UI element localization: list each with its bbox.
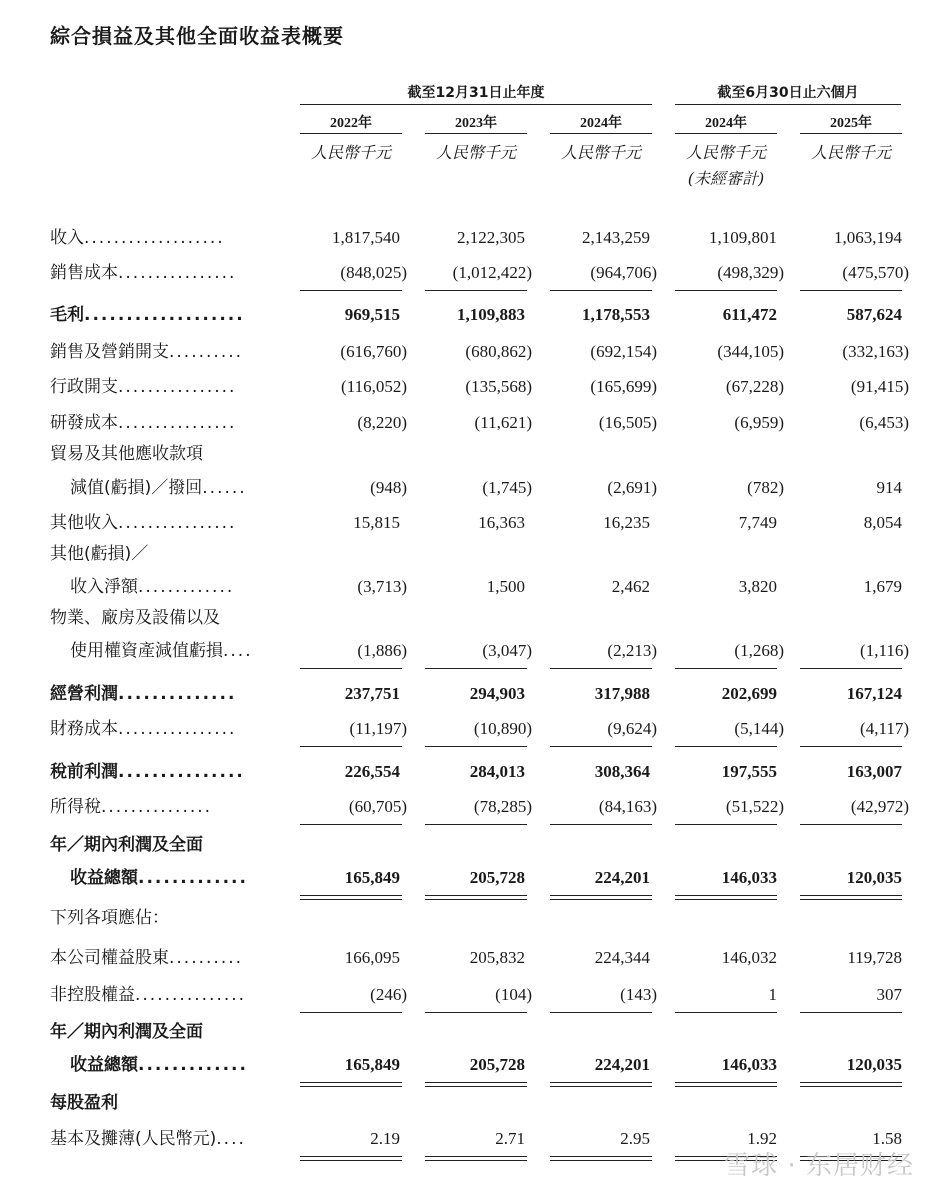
row-label-text: 非控股權益 xyxy=(50,985,135,1005)
table-cell: (3,047) xyxy=(482,641,532,660)
table-cell: 224,201 xyxy=(594,1055,650,1074)
total-double-rule xyxy=(300,895,402,900)
table-row xyxy=(0,258,944,288)
row-label-text: 年／期內利潤及全面 xyxy=(50,1022,203,1042)
total-double-rule xyxy=(425,1082,527,1087)
row-label-text: 經營利潤 xyxy=(50,684,118,704)
table-cell: 2,122,305 xyxy=(457,228,525,247)
table-row xyxy=(0,1088,944,1118)
table-cell: 167,124 xyxy=(846,684,902,703)
table-row xyxy=(0,830,944,860)
total-double-rule xyxy=(675,895,777,900)
table-cell: 7,749 xyxy=(738,513,777,532)
table-cell: (78,285) xyxy=(473,797,532,816)
table-cell: 2.71 xyxy=(495,1129,525,1148)
row-label xyxy=(50,943,275,973)
row-label xyxy=(50,792,275,822)
table-row xyxy=(0,408,944,438)
column-unit-4: 人民幣千元 xyxy=(810,143,891,162)
row-label-text: 使用權資產減值虧損 xyxy=(70,641,223,661)
table-cell: (91,415) xyxy=(850,377,909,396)
table-cell: 205,832 xyxy=(469,948,525,967)
table-row xyxy=(0,1017,944,1047)
table-cell: (135,568) xyxy=(465,377,532,396)
table-row xyxy=(0,223,944,253)
table-cell: 165,849 xyxy=(344,1055,400,1074)
row-leader-dots: ................... xyxy=(84,228,225,248)
page-title: 綜合損益及其他全面收益表概要 xyxy=(50,24,344,48)
table-row xyxy=(0,572,944,602)
table-cell: (498,329) xyxy=(717,263,784,282)
table-row xyxy=(0,943,944,973)
row-leader-dots: ................ xyxy=(118,513,237,533)
table-cell: (332,163) xyxy=(842,342,909,361)
total-double-rule xyxy=(550,895,652,900)
table-cell: (60,705) xyxy=(348,797,407,816)
table-cell: 1 xyxy=(768,985,777,1004)
table-cell: 226,554 xyxy=(344,762,400,781)
subtotal-rule xyxy=(675,824,777,825)
table-row xyxy=(0,1050,944,1080)
subtotal-rule xyxy=(800,668,902,669)
column-year-4: 2025年 xyxy=(830,116,872,131)
table-cell: (42,972) xyxy=(850,797,909,816)
row-label-text: 財務成本 xyxy=(50,719,118,739)
table-cell: (165,699) xyxy=(590,377,657,396)
column-year-0: 2022年 xyxy=(330,116,372,131)
table-cell: (1,886) xyxy=(357,641,407,660)
row-leader-dots: .......... xyxy=(169,948,244,968)
table-cell: 16,363 xyxy=(478,513,525,532)
row-leader-dots: .............. xyxy=(118,684,237,704)
row-label xyxy=(50,408,275,438)
table-row xyxy=(0,863,944,893)
row-leader-dots: .... xyxy=(216,1129,246,1149)
table-cell: 224,344 xyxy=(594,948,650,967)
row-label-text: 本公司權益股東 xyxy=(50,948,169,968)
table-cell: (692,154) xyxy=(590,342,657,361)
row-label-text: 年／期內利潤及全面 xyxy=(50,835,203,855)
table-cell: 1,679 xyxy=(863,577,902,596)
table-cell: 120,035 xyxy=(846,868,902,887)
table-cell: (848,025) xyxy=(340,263,407,282)
subtotal-rule xyxy=(550,746,652,747)
row-label xyxy=(50,300,275,330)
table-cell: (1,268) xyxy=(734,641,784,660)
total-double-rule xyxy=(675,1082,777,1087)
row-label xyxy=(70,636,275,666)
table-cell: 119,728 xyxy=(847,948,902,967)
watermark: 雪球 · 东居财经 xyxy=(724,1151,914,1181)
column-year-1: 2023年 xyxy=(455,116,497,131)
table-cell: (11,197) xyxy=(349,719,407,738)
row-label xyxy=(50,1017,275,1047)
table-cell: 1.92 xyxy=(747,1129,777,1148)
subtotal-rule xyxy=(300,290,402,291)
subtotal-rule xyxy=(800,1012,902,1013)
table-row xyxy=(0,439,944,469)
table-cell: 146,033 xyxy=(721,1055,777,1074)
row-label xyxy=(50,508,275,538)
table-cell: (5,144) xyxy=(734,719,784,738)
table-cell: (11,621) xyxy=(474,413,532,432)
table-cell: 1,109,883 xyxy=(457,305,525,324)
table-row xyxy=(0,714,944,744)
group-header-fiscal-year: 截至12月31日止年度 xyxy=(407,85,545,101)
table-cell: (6,453) xyxy=(859,413,909,432)
subtotal-rule xyxy=(675,746,777,747)
table-cell: 587,624 xyxy=(846,305,902,324)
table-cell: (4,117) xyxy=(860,719,909,738)
row-label-text: 收益總額 xyxy=(70,1055,138,1075)
table-cell: (1,116) xyxy=(860,641,909,660)
subtotal-rule xyxy=(800,746,902,747)
column-year-rule xyxy=(300,133,402,134)
table-cell: 16,235 xyxy=(603,513,650,532)
table-cell: 1,500 xyxy=(486,577,525,596)
row-label xyxy=(70,473,275,503)
row-leader-dots: ................ xyxy=(118,377,237,397)
column-year-rule xyxy=(550,133,652,134)
row-label-text: 毛利 xyxy=(50,305,84,325)
row-label-text: 其他收入 xyxy=(50,513,118,533)
row-label xyxy=(70,863,275,893)
table-row xyxy=(0,792,944,822)
table-row xyxy=(0,636,944,666)
row-leader-dots: ............... xyxy=(135,985,247,1005)
table-cell: 120,035 xyxy=(846,1055,902,1074)
column-unit-0: 人民幣千元 xyxy=(310,143,391,162)
table-cell: 202,699 xyxy=(721,684,777,703)
row-label-text: 收益總額 xyxy=(70,868,138,888)
table-cell: 2.95 xyxy=(620,1129,650,1148)
table-cell: (246) xyxy=(370,985,407,1004)
table-cell: 2.19 xyxy=(370,1129,400,1148)
row-leader-dots: ............... xyxy=(101,797,213,817)
row-label-text: 其他(虧損)／ xyxy=(50,544,149,564)
table-cell: (16,505) xyxy=(598,413,657,432)
row-label xyxy=(50,1088,275,1118)
total-double-rule xyxy=(300,1082,402,1087)
table-cell: 15,815 xyxy=(353,513,400,532)
table-cell: (116,052) xyxy=(341,377,407,396)
table-cell: (6,959) xyxy=(734,413,784,432)
table-row xyxy=(0,372,944,402)
table-cell: (67,228) xyxy=(725,377,784,396)
table-cell: 1,178,553 xyxy=(582,305,650,324)
table-cell: (2,213) xyxy=(607,641,657,660)
subtotal-rule xyxy=(550,668,652,669)
column-unit-2: 人民幣千元 xyxy=(560,143,641,162)
row-label-text: 貿易及其他應收款項 xyxy=(50,444,203,464)
column-year-rule xyxy=(675,133,777,134)
row-label xyxy=(50,757,275,787)
table-cell: 224,201 xyxy=(594,868,650,887)
row-label xyxy=(50,1124,275,1154)
table-cell: 2,462 xyxy=(611,577,650,596)
table-cell: 1.58 xyxy=(872,1129,902,1148)
subtotal-rule xyxy=(425,1012,527,1013)
row-leader-dots: .......... xyxy=(169,342,244,362)
table-cell: (104) xyxy=(495,985,532,1004)
table-row xyxy=(0,300,944,330)
table-cell: 1,109,801 xyxy=(709,228,777,247)
row-leader-dots: .... xyxy=(223,641,253,661)
row-label-text: 行政開支 xyxy=(50,377,118,397)
table-row xyxy=(0,508,944,538)
table-cell: (2,691) xyxy=(607,478,657,497)
row-leader-dots: ................ xyxy=(118,263,237,283)
table-row xyxy=(0,757,944,787)
table-cell: (948) xyxy=(370,478,407,497)
row-leader-dots: ................... xyxy=(84,305,245,325)
row-label-text: 所得稅 xyxy=(50,797,101,817)
group-header-rule xyxy=(675,104,901,105)
table-cell: 197,555 xyxy=(721,762,777,781)
row-label-text: 減值(虧損)／撥回 xyxy=(70,478,203,498)
row-leader-dots: ...... xyxy=(202,478,247,498)
row-label xyxy=(50,258,275,288)
row-leader-dots: ................ xyxy=(118,719,237,739)
row-label-text: 銷售成本 xyxy=(50,263,118,283)
table-cell: 146,033 xyxy=(721,868,777,887)
row-leader-dots: ............... xyxy=(118,762,245,782)
row-label xyxy=(50,714,275,744)
row-leader-dots: ............. xyxy=(138,577,235,597)
column-year-2: 2024年 xyxy=(580,116,622,131)
total-double-rule xyxy=(425,895,527,900)
row-leader-dots: ............. xyxy=(138,868,248,888)
row-label xyxy=(50,830,275,860)
table-cell: 163,007 xyxy=(846,762,902,781)
table-cell: (782) xyxy=(747,478,784,497)
row-leader-dots: ................ xyxy=(118,413,237,433)
table-cell: 165,849 xyxy=(344,868,400,887)
row-label xyxy=(70,1050,275,1080)
row-label xyxy=(50,603,275,633)
row-leader-dots: ............. xyxy=(138,1055,248,1075)
subtotal-rule xyxy=(675,668,777,669)
table-cell: (51,522) xyxy=(725,797,784,816)
table-cell: 205,728 xyxy=(469,868,525,887)
total-double-rule xyxy=(425,1156,527,1161)
row-label xyxy=(50,539,275,569)
row-label-text: 物業、廠房及設備以及 xyxy=(50,608,220,628)
table-cell: 166,095 xyxy=(344,948,400,967)
table-row xyxy=(0,679,944,709)
column-note-3: (未經審計) xyxy=(687,169,765,188)
subtotal-rule xyxy=(300,824,402,825)
row-label xyxy=(50,337,275,367)
column-year-3: 2024年 xyxy=(705,116,747,131)
row-label xyxy=(50,903,275,933)
subtotal-rule xyxy=(800,824,902,825)
subtotal-rule xyxy=(425,746,527,747)
row-label-text: 基本及攤薄(人民幣元) xyxy=(50,1129,217,1149)
column-year-rule xyxy=(425,133,527,134)
table-cell: (1,745) xyxy=(482,478,532,497)
row-label-text: 銷售及營銷開支 xyxy=(50,342,169,362)
row-label xyxy=(50,372,275,402)
column-unit-1: 人民幣千元 xyxy=(435,143,516,162)
table-cell: 294,903 xyxy=(469,684,525,703)
table-cell: (10,890) xyxy=(473,719,532,738)
row-label xyxy=(50,679,275,709)
table-cell: 611,472 xyxy=(722,305,777,324)
row-label-text: 下列各項應佔： xyxy=(50,908,169,928)
total-double-rule xyxy=(800,1082,902,1087)
row-label-text: 每股盈利 xyxy=(50,1093,118,1113)
group-header-six-months: 截至6月30日止六個月 xyxy=(717,85,859,101)
subtotal-rule xyxy=(800,290,902,291)
row-label-text: 收入淨額 xyxy=(70,577,138,597)
total-double-rule xyxy=(550,1082,652,1087)
subtotal-rule xyxy=(425,290,527,291)
subtotal-rule xyxy=(300,746,402,747)
row-label xyxy=(50,980,275,1010)
subtotal-rule xyxy=(425,824,527,825)
subtotal-rule xyxy=(550,1012,652,1013)
subtotal-rule xyxy=(300,1012,402,1013)
total-double-rule xyxy=(800,895,902,900)
column-unit-3: 人民幣千元 xyxy=(685,143,766,162)
table-cell: 8,054 xyxy=(863,513,902,532)
subtotal-rule xyxy=(675,1012,777,1013)
total-double-rule xyxy=(550,1156,652,1161)
table-cell: (84,163) xyxy=(598,797,657,816)
table-cell: 914 xyxy=(876,478,902,497)
group-header-rule xyxy=(300,104,652,105)
subtotal-rule xyxy=(425,668,527,669)
table-cell: 284,013 xyxy=(469,762,525,781)
table-cell: 308,364 xyxy=(594,762,650,781)
table-cell: 1,817,540 xyxy=(332,228,400,247)
table-cell: (680,862) xyxy=(465,342,532,361)
table-cell: (344,105) xyxy=(717,342,784,361)
table-cell: 307 xyxy=(876,985,902,1004)
table-cell: 237,751 xyxy=(344,684,400,703)
table-cell: (9,624) xyxy=(607,719,657,738)
table-row xyxy=(0,539,944,569)
total-double-rule xyxy=(300,1156,402,1161)
table-row xyxy=(0,980,944,1010)
subtotal-rule xyxy=(550,824,652,825)
row-label xyxy=(70,572,275,602)
table-row xyxy=(0,603,944,633)
table-cell: (3,713) xyxy=(357,577,407,596)
table-cell: 969,515 xyxy=(344,305,400,324)
table-cell: 2,143,259 xyxy=(582,228,650,247)
table-cell: 317,988 xyxy=(594,684,650,703)
row-label-text: 收入 xyxy=(50,228,84,248)
table-row xyxy=(0,337,944,367)
row-label-text: 研發成本 xyxy=(50,413,118,433)
table-cell: (1,012,422) xyxy=(452,263,532,282)
row-label-text: 稅前利潤 xyxy=(50,762,118,782)
table-cell: (8,220) xyxy=(357,413,407,432)
column-year-rule xyxy=(800,133,902,134)
table-cell: (143) xyxy=(620,985,657,1004)
table-cell: (475,570) xyxy=(842,263,909,282)
row-label xyxy=(50,223,275,253)
row-label xyxy=(50,439,275,469)
table-cell: (964,706) xyxy=(590,263,657,282)
subtotal-rule xyxy=(675,290,777,291)
table-cell: 146,032 xyxy=(721,948,777,967)
subtotal-rule xyxy=(550,290,652,291)
table-cell: 3,820 xyxy=(738,577,777,596)
subtotal-rule xyxy=(300,668,402,669)
table-cell: 1,063,194 xyxy=(834,228,902,247)
table-row xyxy=(0,903,944,933)
table-cell: 205,728 xyxy=(469,1055,525,1074)
table-row xyxy=(0,473,944,503)
table-cell: (616,760) xyxy=(340,342,407,361)
